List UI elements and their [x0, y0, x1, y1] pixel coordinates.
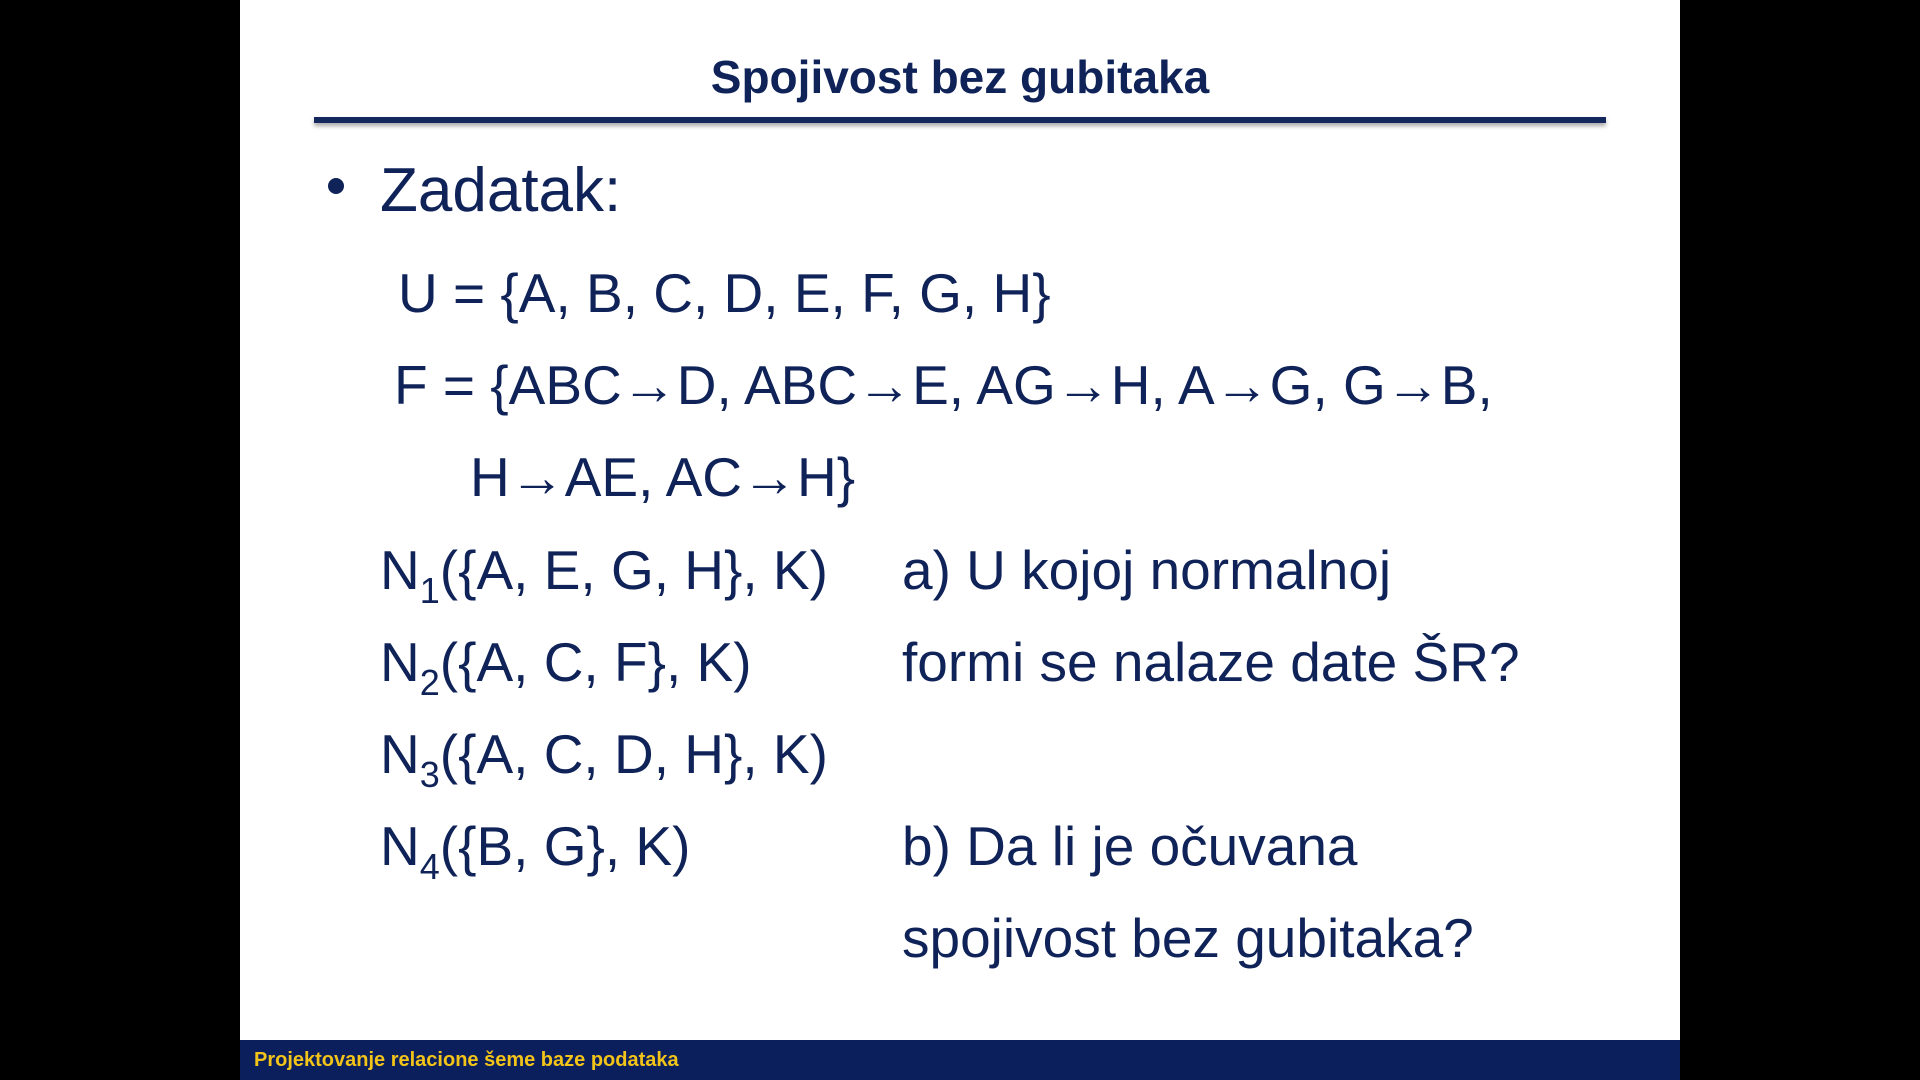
title-underline [314, 117, 1606, 123]
schema-prefix: N [380, 539, 420, 601]
schema-n2 [380, 631, 752, 703]
footer-bar [240, 1040, 1680, 1080]
slide-title: Spojivost bez gubitaka [710, 51, 1210, 103]
schema-n3 [380, 723, 828, 795]
schema-n4 [380, 815, 691, 887]
schema-n1 [380, 539, 828, 611]
task-heading: Zadatak: [380, 156, 622, 225]
dependency-set-line-2: H→AE, AC→H} [470, 446, 856, 508]
schema-attributes: ({B, G}, K) [439, 815, 691, 877]
dependency-set-line-1: F = {ABC→D, ABC→E, AG→H, A→G, G→B, [394, 354, 1493, 416]
schema-attributes: ({A, E, G, H}, K) [439, 539, 828, 601]
schema-attributes: ({A, C, D, H}, K) [439, 723, 828, 785]
schema-prefix: N [380, 723, 420, 785]
schema-index: 1 [419, 570, 440, 611]
universe-set: U = {A, B, C, D, E, F, G, H} [398, 262, 1051, 324]
schema-index: 2 [419, 662, 440, 703]
schema-attributes: ({A, C, F}, K) [439, 631, 752, 693]
slide [240, 0, 1680, 1080]
schema-index: 4 [419, 846, 440, 887]
question-a-line-1: a) U kojoj normalnoj [902, 539, 1392, 601]
footer-text: Projektovanje relacione šeme baze podataka [254, 1049, 679, 1071]
question-b-line-1: b) Da li je očuvana [902, 815, 1358, 877]
schema-prefix: N [380, 815, 420, 877]
question-b-line-2: spojivost bez gubitaka? [902, 907, 1474, 969]
question-a-line-2: formi se nalaze date ŠR? [902, 631, 1520, 693]
schema-index: 3 [419, 754, 440, 795]
schema-prefix: N [380, 631, 420, 693]
bullet-icon [328, 178, 344, 194]
